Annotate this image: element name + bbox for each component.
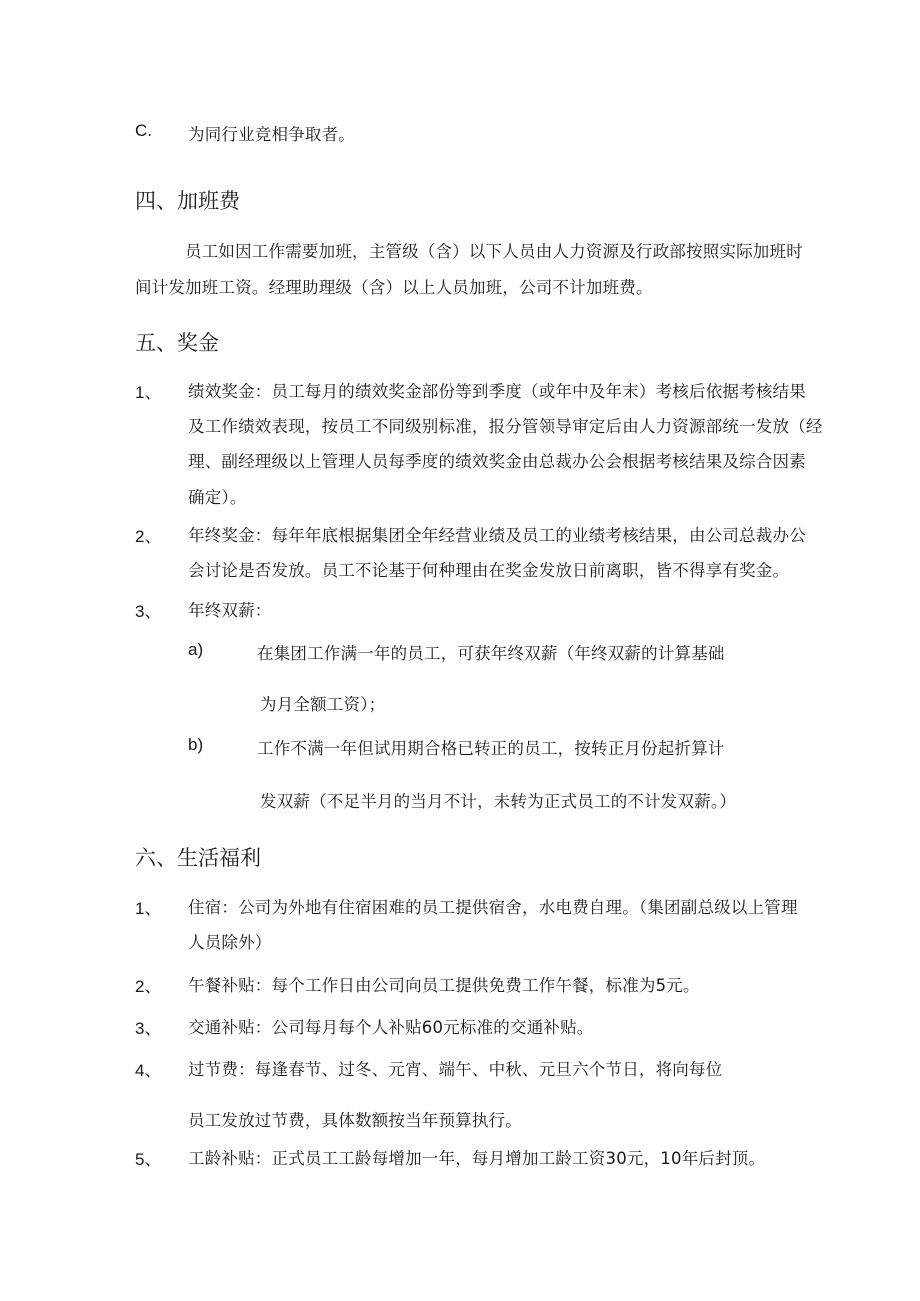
list-number: 3、 — [135, 602, 162, 621]
list-item-text: 为同行业竞相争取者。 — [188, 125, 355, 144]
list-number: 2、 — [135, 527, 162, 546]
list-item-line: 午餐补贴：每个工作日由公司向员工提供免费工作午餐，标准为5元。 — [188, 976, 700, 995]
list-item-line: 员工发放过节费，具体数额按当年预算执行。 — [188, 1111, 522, 1130]
section-title-bonus: 五、奖金 — [135, 331, 219, 355]
sub-item-line: 发双薪（不足半月的当月不计，未转为正式员工的不计发双薪。） — [260, 792, 737, 811]
section-title-welfare: 六、生活福利 — [135, 846, 261, 870]
sub-marker-b: b) — [188, 735, 204, 754]
list-item-line: 会讨论是否发放。员工不论基于何种理由在奖金发放日前离职，皆不得享有奖金。 — [188, 561, 790, 580]
list-item-line: 绩效奖金：员工每月的绩效奖金部份等到季度（或年中及年末）考核后依据考核结果 — [188, 382, 806, 401]
list-item-line: 年终双薪： — [188, 601, 272, 620]
list-number: 1、 — [135, 899, 162, 918]
list-item-line: 理、副经理级以上管理人员每季度的绩效奖金由总裁办公会根据考核结果及综合因素 — [188, 452, 806, 471]
sub-item-line: 工作不满一年但试用期合格已转正的员工，按转正月份起折算计 — [257, 739, 725, 758]
list-marker-c: C. — [135, 121, 152, 140]
list-item-line: 年终奖金：每年年底根据集团全年经营业绩及员工的业绩考核结果，由公司总裁办公 — [188, 526, 806, 545]
paragraph-line: 间计发加班工资。经理助理级（含）以上人员加班，公司不计加班费。 — [135, 278, 653, 297]
list-item-line: 工龄补贴：正式员工工龄每增加一年，每月增加工龄工资30元，10年后封顶。 — [188, 1149, 766, 1168]
list-item-line: 人员除外） — [188, 933, 272, 952]
sub-item-line: 为月全额工资）； — [260, 695, 386, 714]
list-number: 3、 — [135, 1019, 162, 1038]
list-item-line: 确定）。 — [188, 488, 247, 507]
section-title-overtime: 四、加班费 — [135, 189, 240, 213]
list-item-line: 交通补贴：公司每月每个人补贴60元标准的交通补贴。 — [188, 1018, 594, 1037]
paragraph-line: 员工如因工作需要加班，主管级（含）以下人员由人力资源及行政部按照实际加班时 — [185, 242, 803, 261]
list-item-line: 过节费：每逢春节、过冬、元宵、端午、中秋、元旦六个节日，将向每位 — [188, 1060, 723, 1079]
list-item-line: 住宿：公司为外地有住宿困难的员工提供宿舍，水电费自理。（集团副总级以上管理 — [188, 898, 798, 917]
list-number: 5、 — [135, 1150, 162, 1169]
sub-item-line: 在集团工作满一年的员工，可获年终双薪（年终双薪的计算基础 — [257, 644, 725, 663]
list-number: 2、 — [135, 977, 162, 996]
list-item-line: 及工作绩效表现，按员工不同级别标准，报分管领导审定后由人力资源部统一发放（经 — [188, 417, 823, 436]
sub-marker-a: a) — [188, 640, 204, 659]
list-number: 1、 — [135, 383, 162, 402]
list-number: 4、 — [135, 1061, 162, 1080]
